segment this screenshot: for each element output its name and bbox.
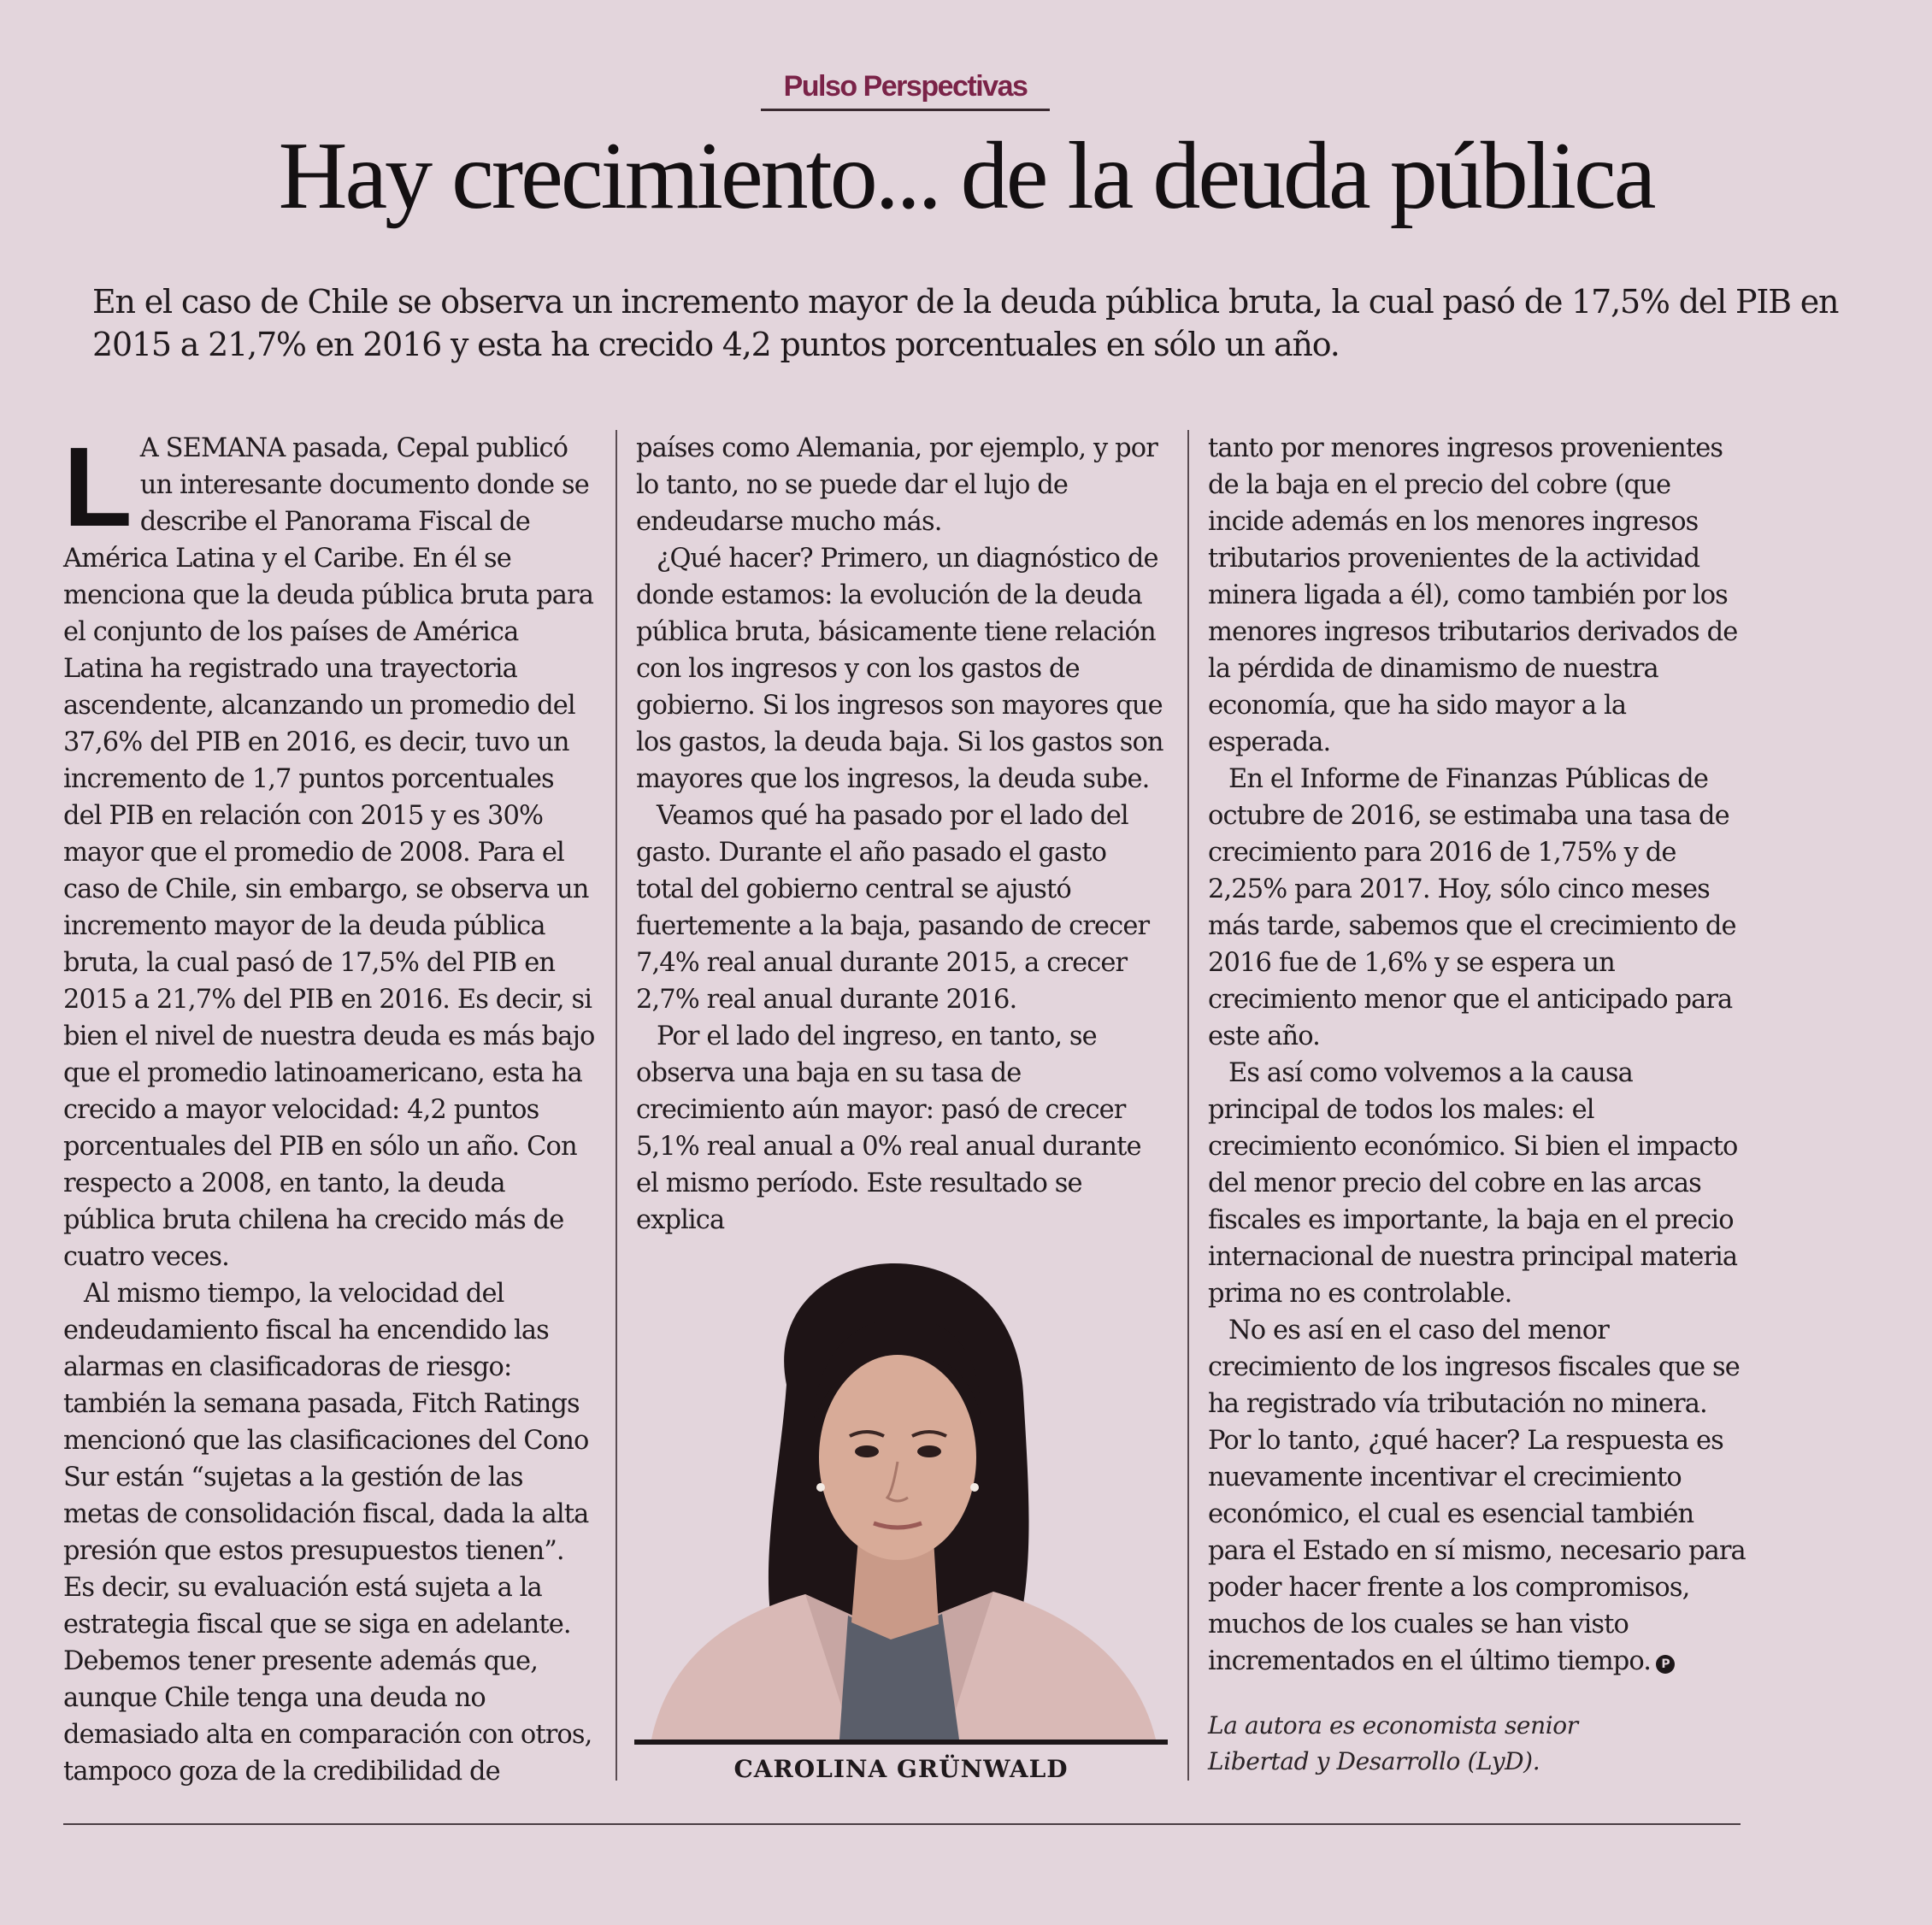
article-column-1 [63, 424, 597, 1790]
paragraph: A SEMANA pasada, Cepal publicó un interesante documento donde se describe el Panorama Fiscal de América Latina y el Caribe. En él se menciona que la deuda pública bruta para el conjunto de los países de América Latina ha registrado una trayectoria ascendente, alcanzando un promedio del 37,6% del PIB en 2016, es decir, tuvo un incremento de 1,7 puntos porcentuales del PIB en relación con 2015 y es 30% mayor que el promedio de 2008. Para el caso de Chile, sin embargo, se observa un incremento mayor de la deuda pública bruta, la cual pasó de 17,5% del PIB en 2015 a 21,7% del PIB en 2016. Es decir, si bien el nivel de nuestra deuda es más bajo que el promedio latinoamericano, esta ha crecido a mayor velocidad: 4,2 puntos porcentuales del PIB en sólo un año. Con respecto a 2008, en tanto, la deuda pública bruta chilena ha crecido más de cuatro veces. [63, 433, 595, 1272]
photo-rule [634, 1740, 1168, 1745]
paragraph: No es así en el caso del menor crecimiento de los ingresos fiscales que se ha registrado vía tributación no minera. Por lo tanto, ¿qué hacer? La respuesta es nuevamente incentivar el crecimiento económico, el cual es esencial también para el Estado en sí mismo, necesario para poder hacer frente a los compromisos, muchos de los cuales se han visto incrementados en el último tiempo. P [1208, 1316, 1746, 1676]
paragraph: tanto por menores ingresos provenientes de la baja en el precio del cobre (que incide además en los menores ingresos tributarios provenientes de la actividad minera ligada a él), como también por los menores ingresos tributarios derivados de la pérdida de dinamismo de nuestra economía, que ha sido mayor a la esperada. [1208, 433, 1738, 757]
end-mark-icon: P [1656, 1655, 1675, 1674]
article-column-2 [636, 430, 1168, 1239]
paragraph: Veamos qué ha pasado por el lado del gasto. Durante el año pasado el gasto total del gobierno central se ajustó fuertemente a la baja, pasando de crecer 7,4% real anual durante 2015, a crecer 2,7% real anual durante 2016. [636, 801, 1150, 1015]
headline: Hay crecimiento... de la deuda pública [278, 123, 1654, 229]
author-photo [634, 1257, 1168, 1740]
paragraph: En el Informe de Finanzas Públicas de octubre de 2016, se estimaba una tasa de crecimiento para 2016 de 1,75% y de 2,25% para 2017. Hoy, sólo cinco meses más tarde, sabemos que el crecimiento de 2016 fue de 1,6% y se espera un crecimiento menor que el anticipado para este año. [1208, 764, 1736, 1051]
author-bio [1208, 1708, 1755, 1780]
photo-caption: CAROLINA GRÜNWALD [733, 1755, 1069, 1783]
bottom-rule [63, 1823, 1741, 1825]
paragraph: países como Alemania, por ejemplo, y por lo tanto, no se puede dar el lujo de endeudarse mucho más. [636, 433, 1157, 537]
author-bio-line: La autora es economista senior [1208, 1711, 1578, 1740]
paragraph: Por el lado del ingreso, en tanto, se observa una baja en su tasa de crecimiento aún mayor: pasó de crecer 5,1% real anual a 0% real anual durante el mismo período. Este resultado se explica [636, 1021, 1141, 1235]
drop-cap: L [63, 424, 132, 550]
deck-summary: En el caso de Chile se observa un incremento mayor de la deuda pública bruta, la cual pasó de 17,5% del PIB en 2015 a 21,7% en 2016 y esta ha crecido 4,2 puntos porcentuales en sólo un año. [92, 283, 1839, 363]
section-label: Pulso Perspectivas [761, 70, 1050, 111]
paragraph: Es así como volvemos a la causa principal de todos los males: el crecimiento económico. Si bien el impacto del menor precio del cobre en las arcas fiscales es importante, la baja en el precio internacional de nuestra principal materia prima no es controlable. [1208, 1058, 1738, 1309]
column-divider [1187, 430, 1189, 1781]
article-column-3 [1208, 430, 1748, 1680]
column-divider [616, 430, 617, 1781]
author-bio-line: Libertad y Desarrollo (LyD). [1208, 1747, 1540, 1775]
paragraph: Al mismo tiempo, la velocidad del endeudamiento fiscal ha encendido las alarmas en clasificadoras de riesgo: también la semana pasada, Fitch Ratings mencionó que las clasificaciones del Cono Sur están “sujetas a la gestión de las metas de consolidación fiscal, dada la alta presión que estos presupuestos tienen”. Es decir, su evaluación está sujeta a la estrategia fiscal que se siga en adelante. Debemos tener presente además que, aunque Chile tenga una deuda no demasiado alta en comparación con otros, tampoco goza de la credibilidad de [63, 1279, 592, 1787]
paragraph: ¿Qué hacer? Primero, un diagnóstico de donde estamos: la evolución de la deuda pública bruta, básicamente tiene relación con los ingresos y con los gastos de gobierno. Si los ingresos son mayores que los gastos, la deuda baja. Si los gastos son mayores que los ingresos, la deuda sube. [636, 544, 1163, 794]
